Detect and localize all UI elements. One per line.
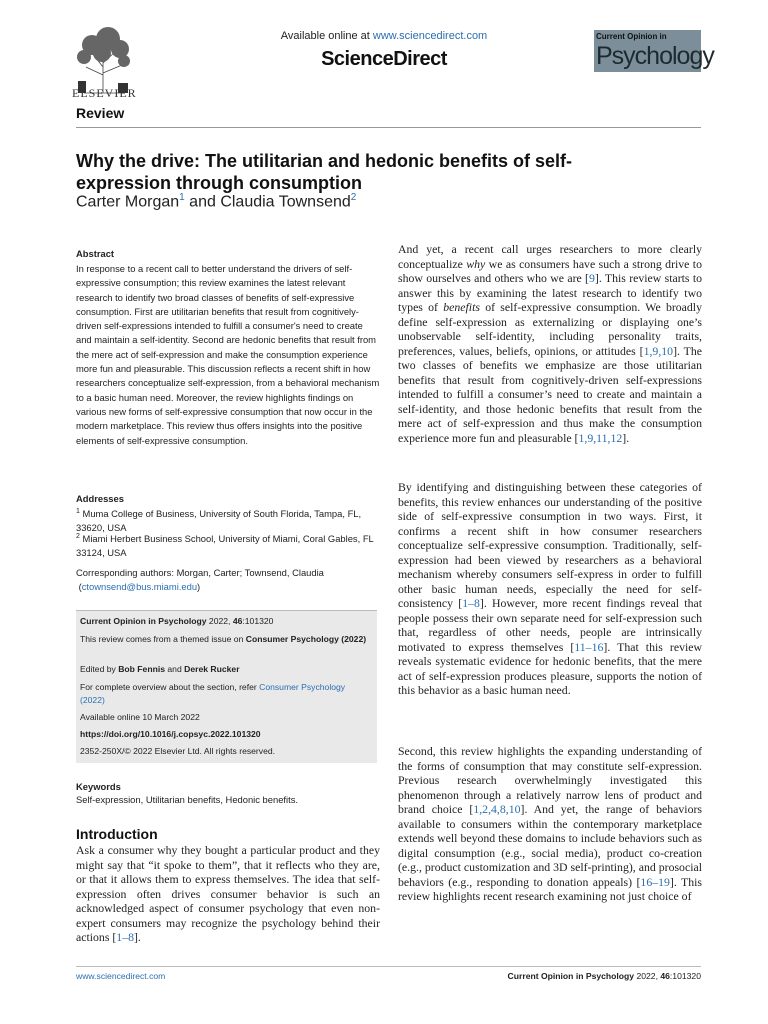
email-paren-close: ) xyxy=(197,581,201,593)
info-available-date: Available online 10 March 2022 xyxy=(80,712,200,722)
paragraph-1 xyxy=(398,242,702,445)
info-year: 2022, xyxy=(206,616,233,626)
footer-article-no: :101320 xyxy=(669,971,701,981)
p3-text-b: ]. And yet, the range of behaviors available to consumers within the contemporary marketplace extends well beyond these domains to include behaviors such as digital consumption (e.g., social media), product co-creation (e.g., product customization and 3D self-printing), and prosocial behaviors (e.g., responding to donation appeals) [ xyxy=(398,802,702,889)
author-line xyxy=(76,192,356,211)
author-2-affiliation[interactable]: 2 xyxy=(350,192,357,203)
author-1[interactable]: Carter Morgan xyxy=(76,193,180,211)
info-themed-issue xyxy=(80,633,372,646)
paragraph-2 xyxy=(398,480,702,698)
edited-and: and xyxy=(165,664,185,674)
editor-2: Derek Rucker xyxy=(184,664,240,674)
overview-prefix: For complete overview about the section, refer xyxy=(80,682,260,692)
author-1-affiliation[interactable]: 1 xyxy=(179,192,185,203)
available-prefix: Available online at xyxy=(280,30,373,42)
p3-text-c: ]. This review highlights recent research examining not just choice of xyxy=(398,874,702,903)
address-2-marker: 2 xyxy=(76,533,80,540)
info-volume: 46 xyxy=(232,616,243,626)
editor-1: Bob Fennis xyxy=(118,664,166,674)
p1-text-e: ]. The two classes of benefits we emphasize are those utilitarian benefits that result from cognitively-driven self-expressions intended to fulfill a consumer’s need to create and maintain a self-identity, and those hedonic benefits that result from the mere act of self-expression and thus make the consumption experience more fun and pleasurable [ xyxy=(398,343,702,445)
header-divider xyxy=(76,127,701,128)
doi-link[interactable]: https://doi.org/10.1016/j.copsyc.2022.101320 xyxy=(80,729,261,739)
footer-url[interactable]: www.sciencedirect.com xyxy=(76,971,166,981)
keywords-heading: Keywords xyxy=(76,781,121,792)
info-citation xyxy=(80,615,372,628)
citation-link[interactable]: 1–8 xyxy=(462,596,480,610)
footer-journal: Current Opinion in Psychology xyxy=(507,971,635,981)
publisher-name: ELSEVIER xyxy=(72,86,137,100)
author-conjunction: and xyxy=(184,193,221,211)
p2-text-c: ]. That this review reveals systematic evidence for hedonic benefits, that the mere act of self-expression produces pleasure, supports the notion of this behavior as a basic human need. xyxy=(398,639,702,697)
abstract-heading: Abstract xyxy=(76,248,115,259)
article-type: Review xyxy=(76,105,125,121)
abstract-text: In response to a recent call to better understand the drivers of self-expressive consumption; this review examines the latest relevant research to identify two broad classes of benefits of self-expressive consumption. First are utilitarian benefits that result from cognitively-driven self-expressions intended to fulfill a consumer's need to create and maintain a self-identity. Second are hedonic benefits that result from the mere act of self-expression and make the consumption experience more fun and pleasurable. This discussion reflects a recent shift in how researchers conceptualize self-expression, from a behavioral mechanism to a basic human need. Moreover, the review highlights findings on various new forms of self-expressive consumption that now occur in the modern marketplace. This review thus offers insights into the positive elements of self-expressive consumption. xyxy=(76,263,380,446)
p3-text-a: Second, this review highlights the expanding understanding of the forms of consumption that may constitute self-expression. Previous research overwhelmingly investigated this phenomenon through a relatively narrow lens of product and brand choice [ xyxy=(398,744,702,816)
footer-volume: 46 xyxy=(660,971,670,981)
edited-prefix: Edited by xyxy=(80,664,119,674)
p1-text-f: ]. xyxy=(622,430,630,445)
p1-emphasis-why: why xyxy=(466,256,486,271)
keywords-text: Self-expression, Utilitarian benefits, Hedonic benefits. xyxy=(76,794,298,805)
citation-link[interactable]: 1,9,10 xyxy=(643,343,674,358)
sciencedirect-wordmark[interactable]: ScienceDirect xyxy=(321,48,447,70)
info-article-no: :101320 xyxy=(242,616,274,626)
info-editors xyxy=(80,663,372,676)
sciencedirect-link[interactable]: www.sciencedirect.com xyxy=(372,30,488,42)
article-title: Why the drive: The utilitarian and hedonic benefits of self-expression through consumption xyxy=(76,151,573,193)
address-2 xyxy=(76,530,380,561)
journal-badge[interactable] xyxy=(594,30,714,72)
address-1-marker: 1 xyxy=(76,508,80,515)
p2-text-a: By identifying and distinguishing between these categories of benefits, this review enhances our understanding of the positive side of self-expressive consumption in two ways. First, it confirms a recent shift in how consumer researchers conceptualize self-expressive consumption. Traditionally, self-expression had been viewed by researchers as a behavioral mechanism whereby consumers self-express in order to fulfill other basic human needs, especially the need for self-consistency [ xyxy=(398,480,702,610)
p1-text-c: ]. This review starts to answer this by examining the latest research to identify two types of xyxy=(398,271,703,314)
citation-link[interactable]: 11–16 xyxy=(574,639,604,654)
intro-text-a: Ask a consumer why they bought a particular product and they might say that “it spoke to them”, that it reflects who they are, or that it allows them to express themselves. The idea that self-expression often drives consumer behavior is such an acknowledged aspect of consumer psychology that even non-expert consumers may recognize the psychology behind their actions [ xyxy=(76,843,380,944)
footer-citation xyxy=(508,971,701,981)
address-1-text: Muma College of Business, University of South Florida, Tampa, FL, 33620, USA xyxy=(76,508,362,534)
p1-text-b: we as consumers have such a strong drive to show ourselves and others who we are [ xyxy=(398,256,702,285)
citation-link[interactable]: 16–19 xyxy=(640,874,670,889)
citation-link[interactable]: 1–8 xyxy=(116,930,134,944)
citation-link[interactable]: 9 xyxy=(589,271,595,285)
info-overview xyxy=(80,681,372,706)
corresponding-text: Corresponding authors: Morgan, Carter; Townsend, Claudia xyxy=(76,567,324,578)
p1-text-d: of self-expressive consumption. We broadly define self-expression as externalizing or displaying one’s unobservable self-identity, including personality traits, preferences, values, beliefs, opinions, or attitudes [ xyxy=(398,300,702,358)
corresponding-authors xyxy=(76,566,380,595)
introduction-paragraph xyxy=(76,843,380,945)
p1-text-a: And yet, a recent call urges researchers to more clearly conceptualize xyxy=(398,242,702,271)
info-journal: Current Opinion in Psychology xyxy=(80,616,207,626)
citation-link[interactable]: 1,2,4,8,10 xyxy=(473,802,521,816)
journal-badge-title: Psychology xyxy=(596,42,714,70)
p1-emphasis-benefits: benefits xyxy=(443,300,480,314)
info-copyright: 2352-250X/© 2022 Elsevier Ltd. All rights reserved. xyxy=(80,746,276,756)
email-paren-open: ( xyxy=(78,581,82,593)
overview-link[interactable]: Consumer Psychology (2022) xyxy=(80,682,346,705)
themed-issue-name: Consumer Psychology (2022) xyxy=(245,634,367,644)
author-2[interactable]: Claudia Townsend xyxy=(220,193,351,211)
addresses-heading: Addresses xyxy=(76,493,124,504)
email-link[interactable]: ctownsend@bus.miami.edu xyxy=(81,581,198,593)
journal-badge-small-text: Current Opinion in xyxy=(596,32,667,41)
paragraph-3 xyxy=(398,744,702,904)
themed-prefix: This review comes from a themed issue on xyxy=(80,634,246,644)
footer-divider xyxy=(76,966,701,967)
citation-link[interactable]: 1,9,11,12 xyxy=(578,430,623,445)
intro-text-b: ]. xyxy=(134,930,141,944)
introduction-heading: Introduction xyxy=(76,826,158,842)
p2-text-b: ]. However, more recent findings reveal that people possess their own separate need for self-expression such that, regardless of other needs, people are intrinsically motivated to express themselves [ xyxy=(398,596,702,654)
article-info-box xyxy=(76,610,377,763)
address-2-text: Miami Herbert Business School, University of Miami, Coral Gables, FL 33124, USA xyxy=(76,533,374,559)
footer-year: 2022, xyxy=(634,971,661,981)
